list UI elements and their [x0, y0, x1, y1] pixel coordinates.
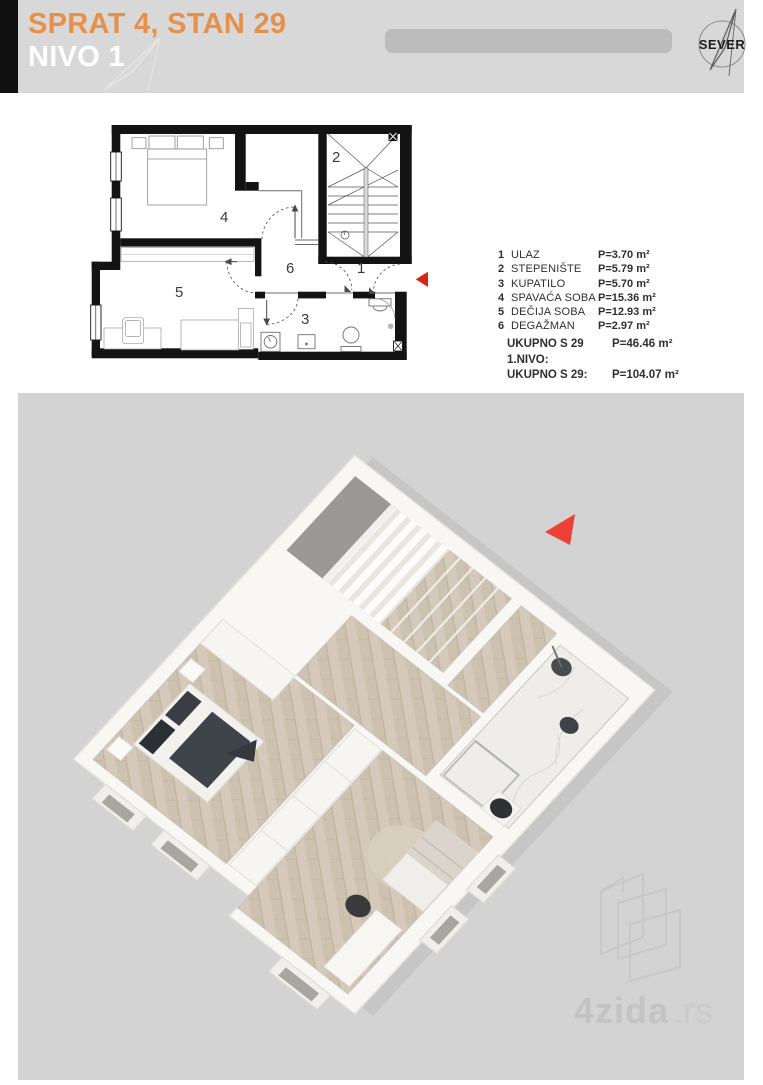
room-label-3: 3	[301, 311, 310, 328]
legend-totals	[507, 337, 737, 384]
room-label-2: 2	[332, 149, 341, 166]
plan-thin-lines	[259, 191, 395, 293]
redacted-bar	[385, 29, 672, 53]
compass-logo	[674, 4, 750, 86]
apartment-model	[42, 448, 677, 1040]
bathroom-fixtures	[261, 298, 395, 351]
room-label-5: 5	[175, 284, 184, 301]
entrance-arrow-3d	[545, 514, 575, 545]
compass-label: SEVER	[698, 37, 746, 52]
watermark-tld: .rs	[673, 990, 713, 1031]
legend-row: 2 STEPENIŠTE P=5.79 m²	[498, 263, 650, 276]
floor-plan-3d	[18, 393, 744, 1080]
floor-plan-2d	[85, 110, 445, 380]
room-label-6: 6	[286, 260, 295, 277]
watermark-logo	[601, 874, 680, 981]
entrance-arrow-2d	[416, 272, 428, 287]
door-arrows	[226, 206, 375, 325]
total-row: UKUPNO S 29: P=104.07 m²	[507, 369, 679, 381]
room-label-1: 1	[357, 260, 366, 277]
watermark	[574, 874, 713, 1031]
bedroom-furniture	[132, 136, 223, 205]
left-accent-strip	[0, 0, 18, 93]
room-legend	[498, 248, 728, 334]
render-background	[18, 393, 744, 1080]
legend-row: 1 ULAZ P=3.70 m²	[498, 249, 650, 261]
page-header	[18, 0, 744, 93]
door-arcs	[227, 207, 400, 324]
legend-row: 3 KUPATILO P=5.70 m²	[498, 277, 650, 290]
legend-row: 4 SPAVAĆA SOBA P=15.36 m²	[498, 291, 656, 304]
legend-row: 5 DEČIJA SOBA P=12.93 m²	[498, 306, 656, 319]
room-label-4: 4	[220, 209, 229, 226]
watermark-brand: 4zida	[574, 990, 670, 1031]
page-subtitle: NIVO 1	[28, 41, 125, 73]
legend-row: 6 DEGAŽMAN P=2.97 m²	[498, 320, 650, 333]
total-row: UKUPNO S 29 1.NIVO: P=46.46 m²	[507, 338, 673, 366]
page-title: SPRAT 4, STAN 29	[28, 8, 287, 40]
